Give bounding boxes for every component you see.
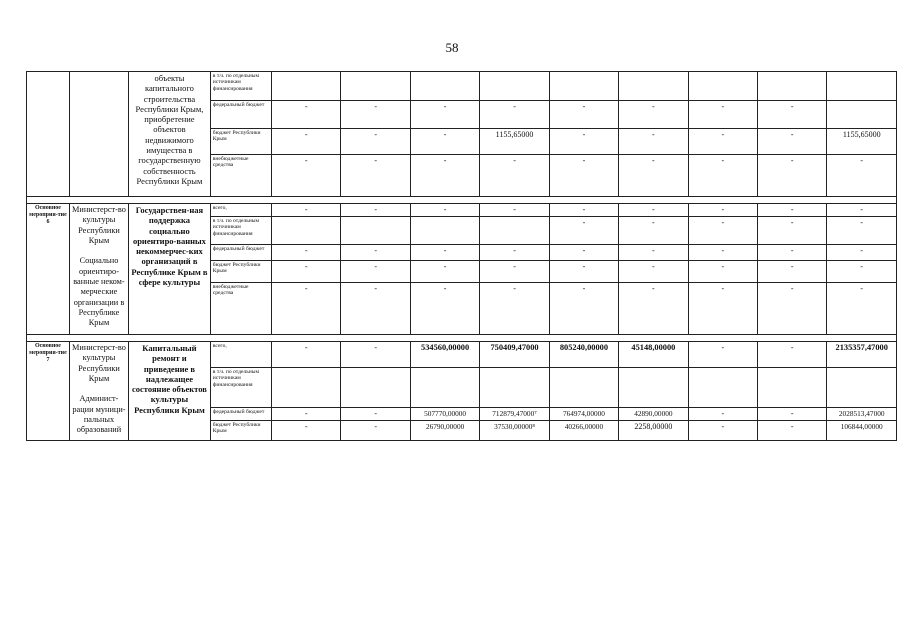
value-cell: -: [688, 408, 757, 421]
value-cell: 2028513,47000: [827, 408, 897, 421]
funding-source-cell: федеральный бюджет: [210, 101, 271, 129]
value-cell: -: [827, 217, 897, 245]
executor-cell: [69, 204, 128, 335]
value-cell: [688, 72, 757, 101]
value-cell: -: [758, 342, 827, 368]
value-cell: -: [272, 342, 341, 368]
value-cell: -: [619, 129, 688, 155]
value-cell: -: [619, 283, 688, 335]
value-cell: -: [341, 155, 410, 197]
value-cell: -: [758, 245, 827, 261]
table-body: [27, 72, 897, 441]
value-cell: -: [272, 283, 341, 335]
measure-name-cell: объекты капитального строительства Республики Крым, приобретение объектов недвижимого имущества в государственную собственность Республики Крым: [129, 72, 211, 197]
value-cell: -: [272, 129, 341, 155]
value-cell: -: [549, 101, 618, 129]
value-cell: [272, 217, 341, 245]
measure-code-cell: Основное мероприя-тие 6: [27, 204, 70, 335]
value-cell: -: [619, 217, 688, 245]
value-cell: -: [549, 217, 618, 245]
executor-line: [72, 73, 126, 83]
value-cell: 37530,00000⁸: [480, 421, 549, 441]
value-cell: [480, 72, 549, 101]
value-cell: -: [480, 101, 549, 129]
funding-source-cell: бюджет Республики Крым: [210, 129, 271, 155]
value-cell: -: [549, 204, 618, 217]
gap-cell: [27, 335, 897, 342]
value-cell: -: [410, 245, 479, 261]
value-cell: [827, 101, 897, 129]
value-cell: [688, 368, 757, 408]
value-cell: -: [410, 261, 479, 283]
value-cell: [341, 217, 410, 245]
value-cell: -: [758, 408, 827, 421]
value-cell: [480, 368, 549, 408]
value-cell: -: [272, 408, 341, 421]
table-row: [27, 72, 897, 101]
value-cell: -: [758, 217, 827, 245]
table-row: [27, 342, 897, 368]
value-cell: [549, 72, 618, 101]
value-cell: [619, 368, 688, 408]
value-cell: -: [549, 155, 618, 197]
value-cell: 1155,65000: [827, 129, 897, 155]
value-cell: [758, 368, 827, 408]
value-cell: -: [619, 245, 688, 261]
value-cell: -: [341, 283, 410, 335]
executor-line: Админист-рации муници-пальных образований: [72, 394, 126, 435]
value-cell: -: [341, 261, 410, 283]
value-cell: -: [272, 261, 341, 283]
value-cell: -: [688, 101, 757, 129]
measure-name-cell: Капитальный ремонт и приведение в надлежащее состояние объектов культуры Республики Крым: [129, 342, 211, 441]
value-cell: -: [272, 204, 341, 217]
value-cell: 764974,00000: [549, 408, 618, 421]
value-cell: [410, 217, 479, 245]
value-cell: 1155,65000: [480, 129, 549, 155]
value-cell: -: [827, 245, 897, 261]
value-cell: -: [341, 101, 410, 129]
value-cell: -: [758, 283, 827, 335]
funding-source-cell: всего,: [210, 342, 271, 368]
table-row: [27, 204, 897, 217]
value-cell: 2135357,47000: [827, 342, 897, 368]
value-cell: [272, 72, 341, 101]
value-cell: -: [688, 204, 757, 217]
value-cell: 750409,47000: [480, 342, 549, 368]
value-cell: -: [549, 283, 618, 335]
value-cell: [758, 72, 827, 101]
section-gap: [27, 197, 897, 204]
value-cell: -: [341, 129, 410, 155]
executor-line: Министерст-во культуры Республики Крым: [72, 343, 126, 383]
value-cell: -: [410, 129, 479, 155]
funding-source-cell: федеральный бюджет: [210, 408, 271, 421]
value-cell: [827, 368, 897, 408]
value-cell: -: [549, 245, 618, 261]
value-cell: -: [619, 204, 688, 217]
funding-table: [26, 71, 897, 441]
executor-line: [72, 246, 126, 256]
value-cell: -: [272, 101, 341, 129]
value-cell: -: [410, 283, 479, 335]
executor-line: Министерст-во культуры Республики Крым: [72, 205, 126, 245]
value-cell: -: [688, 129, 757, 155]
value-cell: -: [272, 245, 341, 261]
value-cell: [410, 72, 479, 101]
value-cell: -: [758, 261, 827, 283]
value-cell: -: [272, 421, 341, 441]
value-cell: -: [480, 245, 549, 261]
executor-line: [72, 384, 126, 394]
value-cell: -: [619, 101, 688, 129]
value-cell: -: [758, 204, 827, 217]
value-cell: -: [480, 155, 549, 197]
value-cell: [410, 368, 479, 408]
funding-source-cell: внебюджетные средства: [210, 283, 271, 335]
value-cell: -: [688, 283, 757, 335]
funding-source-cell: федеральный бюджет: [210, 245, 271, 261]
value-cell: -: [758, 129, 827, 155]
section-gap: [27, 335, 897, 342]
value-cell: 106844,00000: [827, 421, 897, 441]
value-cell: [341, 368, 410, 408]
value-cell: -: [410, 204, 479, 217]
value-cell: -: [480, 204, 549, 217]
value-cell: -: [341, 204, 410, 217]
executor-cell: [69, 342, 128, 441]
funding-source-cell: в т.ч. по отдельным источникам финансирования: [210, 368, 271, 408]
funding-source-cell: бюджет Республики Крым: [210, 421, 271, 441]
value-cell: -: [827, 283, 897, 335]
value-cell: [480, 217, 549, 245]
value-cell: -: [480, 283, 549, 335]
value-cell: -: [619, 155, 688, 197]
value-cell: [549, 368, 618, 408]
value-cell: 2258,00000: [619, 421, 688, 441]
value-cell: [341, 72, 410, 101]
value-cell: -: [688, 245, 757, 261]
value-cell: [619, 72, 688, 101]
value-cell: -: [827, 204, 897, 217]
value-cell: -: [341, 342, 410, 368]
executor-line: Социально ориентиро-ванные неком-мерческие организации в Республике Крым: [73, 256, 125, 328]
value-cell: -: [688, 421, 757, 441]
value-cell: -: [688, 261, 757, 283]
value-cell: -: [549, 129, 618, 155]
value-cell: -: [758, 421, 827, 441]
value-cell: 45148,00000: [619, 342, 688, 368]
page-number: 58: [445, 40, 459, 55]
value-cell: 26790,00000: [410, 421, 479, 441]
value-cell: [272, 368, 341, 408]
value-cell: 534560,00000: [410, 342, 479, 368]
value-cell: -: [410, 101, 479, 129]
value-cell: 507770,00000: [410, 408, 479, 421]
executor-cell: [69, 72, 128, 197]
value-cell: -: [827, 261, 897, 283]
gap-cell: [27, 197, 897, 204]
value-cell: -: [341, 421, 410, 441]
value-cell: -: [758, 101, 827, 129]
funding-source-cell: всего,: [210, 204, 271, 217]
value-cell: -: [341, 245, 410, 261]
value-cell: -: [549, 261, 618, 283]
value-cell: -: [688, 155, 757, 197]
measure-name-cell: Государствен-ная поддержка социально ориентиро-ванных некоммерчес-ких организаций в Республике Крым в сфере культуры: [129, 204, 211, 335]
value-cell: -: [410, 155, 479, 197]
value-cell: 42890,00000: [619, 408, 688, 421]
value-cell: -: [480, 261, 549, 283]
value-cell: 40266,00000: [549, 421, 618, 441]
funding-source-cell: бюджет Республики Крым: [210, 261, 271, 283]
value-cell: -: [688, 217, 757, 245]
value-cell: -: [619, 261, 688, 283]
funding-source-cell: внебюджетные средства: [210, 155, 271, 197]
value-cell: -: [272, 155, 341, 197]
value-cell: -: [341, 408, 410, 421]
measure-code-cell: Основное мероприя-тие 7: [27, 342, 70, 441]
value-cell: 712879,47000⁷: [480, 408, 549, 421]
value-cell: -: [688, 342, 757, 368]
measure-code-cell: [27, 72, 70, 197]
value-cell: -: [758, 155, 827, 197]
value-cell: -: [827, 155, 897, 197]
value-cell: [827, 72, 897, 101]
funding-source-cell: в т.ч. по отдельным источникам финансирования: [210, 217, 271, 245]
funding-source-cell: в т.ч. по отдельным источникам финансирования: [210, 72, 271, 101]
value-cell: 805240,00000: [549, 342, 618, 368]
